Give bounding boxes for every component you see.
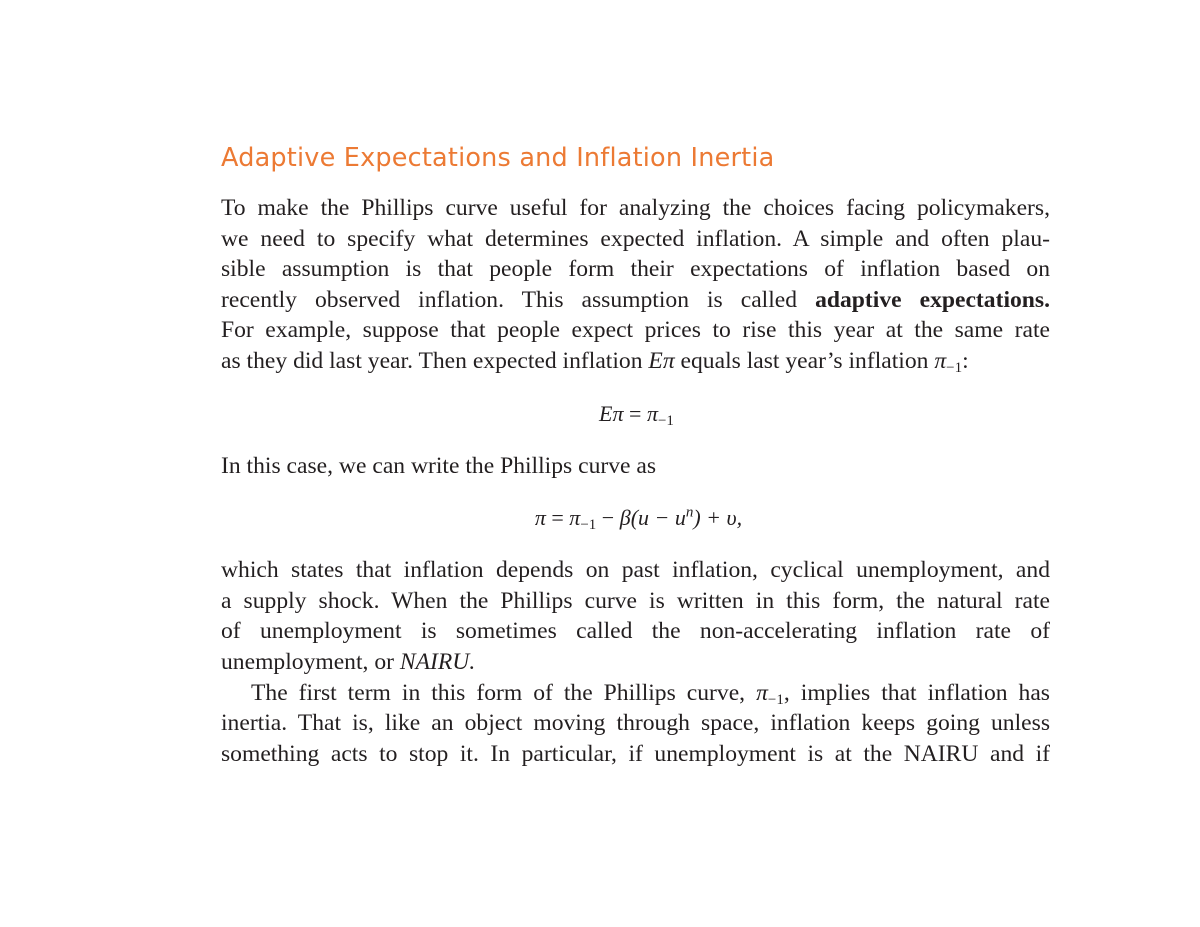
section-heading: Adaptive Expectations and Inflation Inertia [221,143,775,173]
eq-equals: = [623,400,647,426]
text-line [221,285,1050,316]
paragraph-nairu [221,555,1050,769]
text-segment: equals last year’s inflation [674,347,935,374]
eq-paren: (u − u [630,505,686,531]
eq-subscript: −1 [580,517,597,534]
text-line: which states that inflation depends on past inflation, cyclical unemployment, and [221,557,1050,584]
page-content [221,140,1050,769]
equation-phillips-curve [221,503,1050,533]
eq-lhs: Eπ [599,400,624,426]
text-segment: The first term in this form of the Phillips curve, [251,679,757,706]
text-line: sible assumption is that people form their expectations of inflation based on [221,256,1050,283]
text-line [221,346,1050,377]
text-line: a supply shock. When the Phillips curve is written in this form, the natural rate [221,587,1050,614]
text-line: inertia. That is, like an object moving through space, inflation keeps going unless [221,710,1050,737]
math-epi: Eπ [648,347,675,374]
eq-close: ) + υ, [693,505,743,531]
text-segment: recently observed inflation. This assumption is called [221,286,816,313]
text-segment: , implies that inflation has [783,679,1050,706]
eq-pi-lag: π [569,505,581,531]
eq-pi: π [534,505,546,531]
eq-rhs: π [646,400,658,426]
text-segment: : [962,347,969,374]
text-segment: as they did last year. Then expected inflation [221,347,649,374]
text-line: we need to specify what determines expected inflation. A simple and often plau- [221,225,1050,252]
text-line [221,647,1050,678]
eq-minus: − [596,505,620,531]
equation-expected-inflation [221,399,1050,429]
paragraph-in-this-case [221,451,1050,482]
bold-term: adaptive expectations. [815,286,1050,313]
italic-term: NAIRU. [399,648,476,675]
text-line: In this case, we can write the Phillips curve as [221,452,657,479]
eq-superscript: n [685,504,694,521]
text-line: of unemployment is sometimes called the non-accelerating inflation rate of [221,618,1050,645]
text-line: something acts to stop it. In particular, if unemployment is at the NAIRU and if [221,740,1050,767]
eq-beta: β [619,505,631,531]
paragraph-adaptive-expectations [221,193,1050,377]
text-line [221,678,1050,709]
math-pi: π [756,679,768,706]
math-subscript: −1 [946,359,963,376]
math-subscript: −1 [767,691,784,708]
math-pi: π [934,347,947,374]
eq-subscript: −1 [657,412,674,429]
text-segment: unemployment, or [221,648,400,675]
text-line: For example, suppose that people expect prices to rise this year at the same rate [221,317,1050,344]
text-line: To make the Phillips curve useful for analyzing the choices facing policymakers, [221,195,1050,221]
eq-equals: = [545,505,570,531]
